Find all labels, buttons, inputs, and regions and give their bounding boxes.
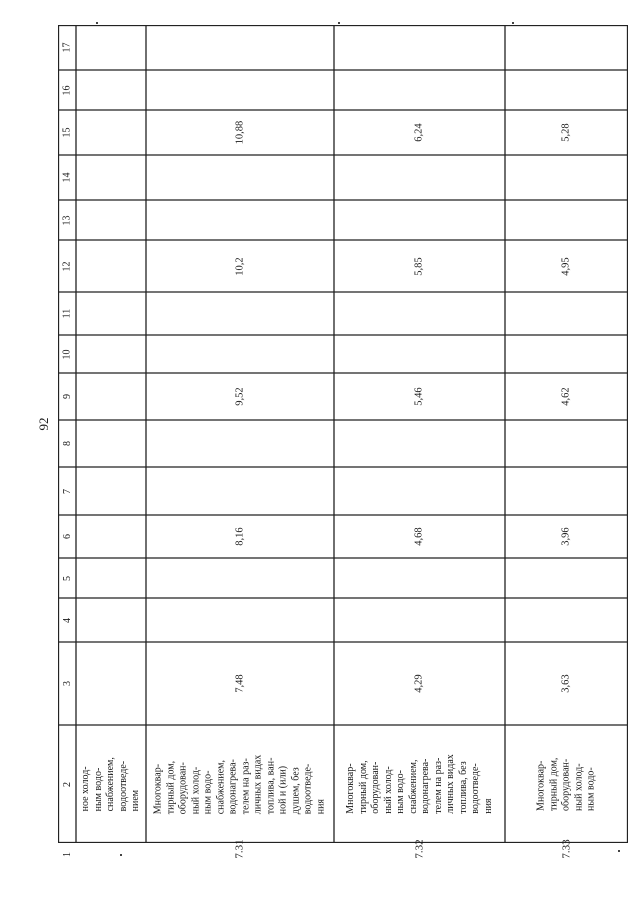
column-number-15 — [58, 110, 76, 155]
column-number-1 — [58, 849, 76, 860]
row-id-7.31-text: 7.31 — [234, 839, 246, 859]
value-col6-7.31 — [146, 515, 334, 558]
column-number-2 — [58, 725, 76, 843]
column-number-15-text: 15 — [61, 127, 73, 138]
column-number-5 — [58, 558, 76, 598]
value-col3-7.32 — [334, 642, 505, 725]
value-col6-7.33 — [505, 515, 628, 558]
column-number-4 — [58, 598, 76, 642]
column-number-5-text: 5 — [61, 575, 73, 581]
scan-speck — [96, 22, 98, 24]
column-number-2-text: 2 — [61, 781, 73, 787]
value-col12-7.31 — [146, 240, 334, 292]
value-col15-7.33 — [505, 110, 628, 155]
value-col3-7.31-text: 7,48 — [234, 674, 246, 693]
column-number-1-text: 1 — [61, 852, 73, 857]
column-number-7 — [58, 467, 76, 515]
value-col12-7.31-text: 10,2 — [234, 256, 246, 276]
column-number-12-text: 12 — [61, 261, 73, 271]
row-id-7.31 — [146, 839, 334, 859]
column-number-17 — [58, 25, 76, 70]
row-description-7.31-text: Многоквар- тирный дом, оборудован- ный холод- ным водо- снабжением, водонагрева- телем на раз- личных видах топлива, ван- ной и (или) душем, без водоотведе- ния — [152, 754, 326, 814]
column-number-11-text: 11 — [61, 308, 73, 319]
value-col3-7.33-text: 3,63 — [561, 674, 572, 693]
column-number-8 — [58, 420, 76, 467]
scan-speck — [618, 850, 620, 852]
value-col9-7.33-text: 4,62 — [561, 387, 572, 406]
column-number-8-text: 8 — [61, 441, 73, 446]
continuation-description-text: ное холод- ным водо- снабжением, водоотведе- нием — [79, 756, 141, 812]
column-number-14-text: 14 — [61, 172, 73, 183]
value-col15-7.33-text: 5,28 — [561, 123, 572, 142]
column-number-12 — [58, 240, 76, 292]
column-number-9-text: 9 — [61, 394, 73, 399]
row-id-7.32 — [334, 839, 505, 859]
row-description-7.32 — [334, 725, 505, 843]
column-number-11 — [58, 292, 76, 335]
continuation-description — [76, 725, 146, 843]
column-number-13 — [58, 200, 76, 240]
row-description-7.33-text: Многоквар- тирный дом, оборудован- ный холод- ным водо- — [535, 757, 597, 811]
scan-speck — [120, 854, 122, 856]
value-col15-7.31 — [146, 110, 334, 155]
column-number-4-text: 4 — [61, 617, 73, 623]
value-col3-7.32-text: 4,29 — [414, 674, 425, 693]
value-col9-7.31-text: 9,52 — [234, 387, 246, 406]
scan-speck — [512, 22, 514, 24]
value-col15-7.32-text: 6,24 — [414, 123, 425, 142]
column-number-6 — [58, 515, 76, 558]
column-number-3 — [58, 642, 76, 725]
value-col12-7.33-text: 4,95 — [561, 256, 572, 276]
column-number-16 — [58, 70, 76, 110]
page-number: 92 — [36, 417, 51, 431]
row-id-7.32-text: 7.32 — [413, 839, 426, 859]
value-col9-7.32-text: 5,46 — [414, 387, 425, 406]
column-number-10 — [58, 335, 76, 373]
column-number-6-text: 6 — [61, 534, 73, 539]
value-col3-7.31 — [146, 642, 334, 725]
value-col6-7.33-text: 3,96 — [561, 527, 572, 546]
column-number-3-text: 3 — [61, 681, 73, 686]
value-col9-7.31 — [146, 373, 334, 420]
row-description-7.33 — [505, 725, 628, 843]
column-number-14 — [58, 155, 76, 200]
column-number-16-text: 16 — [61, 85, 73, 95]
value-col6-7.32-text: 4,68 — [414, 527, 425, 546]
value-col12-7.33 — [505, 240, 628, 292]
column-number-9 — [58, 373, 76, 420]
column-number-17-text: 17 — [61, 42, 73, 53]
row-id-7.33-text: 7.33 — [560, 839, 573, 859]
column-number-7-text: 7 — [61, 488, 73, 494]
value-col15-7.31-text: 10,88 — [234, 120, 246, 145]
value-col6-7.32 — [334, 515, 505, 558]
row-id-7.33 — [505, 839, 628, 859]
value-col3-7.33 — [505, 642, 628, 725]
row-description-7.31 — [146, 725, 334, 843]
data-table — [58, 25, 628, 859]
value-col15-7.32 — [334, 110, 505, 155]
scan-speck — [338, 22, 340, 24]
column-number-13-text: 13 — [61, 215, 73, 225]
value-col9-7.32 — [334, 373, 505, 420]
value-col6-7.31-text: 8,16 — [234, 527, 246, 546]
value-col12-7.32-text: 5,85 — [414, 256, 425, 276]
value-col12-7.32 — [334, 240, 505, 292]
value-col9-7.33 — [505, 373, 628, 420]
column-number-10-text: 10 — [61, 349, 73, 359]
row-description-7.32-text: Многоквар- тирный дом, оборудован- ный холод- ным водо- снабжением, водонагрева- телем на раз- личных видах топлива, без водоотведе- ния — [344, 754, 493, 814]
